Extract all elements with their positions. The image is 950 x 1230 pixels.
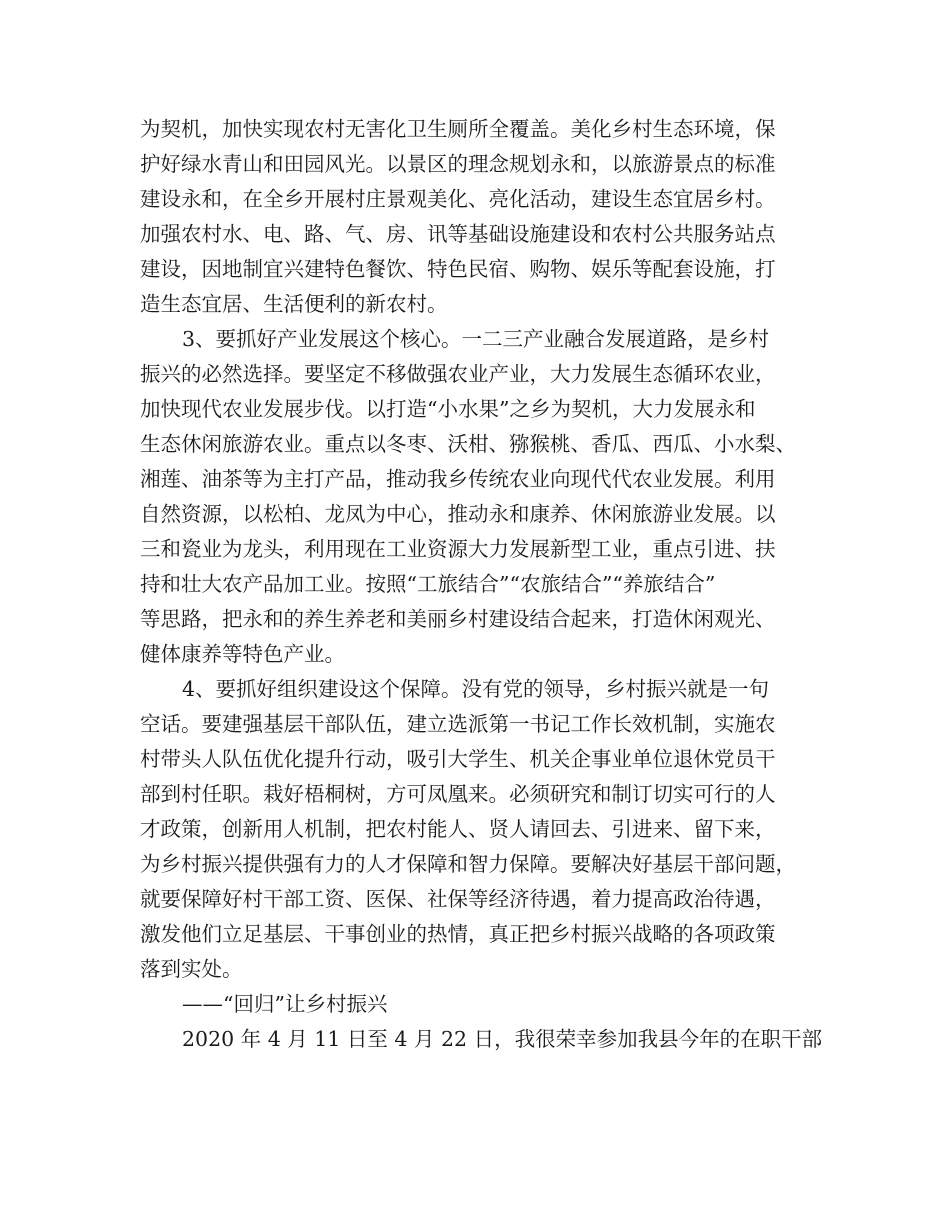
section-subheading: ——“回归”让乡村振兴 bbox=[182, 992, 388, 1016]
text-line: 加强农村水、电、路、气、房、讯等基础设施建设和农村公共服务站点 bbox=[140, 222, 776, 246]
text-line: 健体康养等特色产业。 bbox=[140, 642, 345, 666]
text-line: 部到村任职。栽好梧桐树，方可凤凰来。必须研究和制订切实可行的人 bbox=[140, 782, 776, 806]
document-body bbox=[140, 112, 830, 1057]
text-line: 等思路，把永和的养生养老和美丽乡村建设结合起来，打造休闲观光、 bbox=[140, 607, 776, 631]
text-line: 持和壮大农产品加工业。按照“工旅结合”“农旅结合”“养旅结合” bbox=[140, 572, 716, 596]
paragraph-environment bbox=[140, 112, 830, 322]
paragraph-opening-line: 2020 年 4 月 11 日至 4 月 22 日，我很荣幸参加我县今年的在职干部 bbox=[182, 1027, 823, 1051]
paragraph-organization bbox=[140, 672, 830, 987]
text-line: 才政策，创新用人机制，把农村能人、贤人请回去、引进来、留下来， bbox=[140, 817, 776, 841]
text-line: 护好绿水青山和田园风光。以景区的理念规划永和，以旅游景点的标准 bbox=[140, 152, 776, 176]
text-line: 生态休闲旅游农业。重点以冬枣、沃柑、猕猴桃、香瓜、西瓜、小水梨、 bbox=[140, 432, 796, 456]
text-line: 加快现代农业发展步伐。以打造“小水果”之乡为契机，大力发展永和 bbox=[140, 397, 756, 421]
text-line: 自然资源，以松柏、龙凤为中心，推动永和康养、休闲旅游业发展。以 bbox=[140, 502, 776, 526]
text-line: 三和瓷业为龙头，利用现在工业资源大力发展新型工业，重点引进、扶 bbox=[140, 537, 776, 561]
text-line: 4、要抓好组织建设这个保障。没有党的领导，乡村振兴就是一句 bbox=[182, 677, 770, 701]
paragraph-industry bbox=[140, 322, 830, 672]
text-line: 为契机，加快实现农村无害化卫生厕所全覆盖。美化乡村生态环境，保 bbox=[140, 117, 776, 141]
text-line: 湘莲、油茶等为主打产品，推动我乡传统农业向现代代农业发展。利用 bbox=[140, 467, 776, 491]
text-line: 振兴的必然选择。要坚定不移做强农业产业，大力发展生态循环农业， bbox=[140, 362, 776, 386]
text-line: 造生态宜居、生活便利的新农村。 bbox=[140, 292, 448, 316]
text-line: 激发他们立足基层、干事创业的热情，真正把乡村振兴战略的各项政策 bbox=[140, 922, 776, 946]
text-line: 村带头人队伍优化提升行动，吸引大学生、机关企事业单位退休党员干 bbox=[140, 747, 776, 771]
text-line: 空话。要建强基层干部队伍，建立选派第一书记工作长效机制，实施农 bbox=[140, 712, 776, 736]
text-line: 为乡村振兴提供强有力的人才保障和智力保障。要解决好基层干部问题， bbox=[140, 852, 796, 876]
text-line: 建设，因地制宜兴建特色餐饮、特色民宿、购物、娱乐等配套设施，打 bbox=[140, 257, 776, 281]
text-line: 3、要抓好产业发展这个核心。一二三产业融合发展道路，是乡村 bbox=[182, 327, 770, 351]
text-line: 落到实处。 bbox=[140, 957, 243, 981]
text-line: 就要保障好村干部工资、医保、社保等经济待遇，着力提高政治待遇， bbox=[140, 887, 776, 911]
text-line: 建设永和，在全乡开展村庄景观美化、亮化活动，建设生态宜居乡村。 bbox=[140, 187, 776, 211]
